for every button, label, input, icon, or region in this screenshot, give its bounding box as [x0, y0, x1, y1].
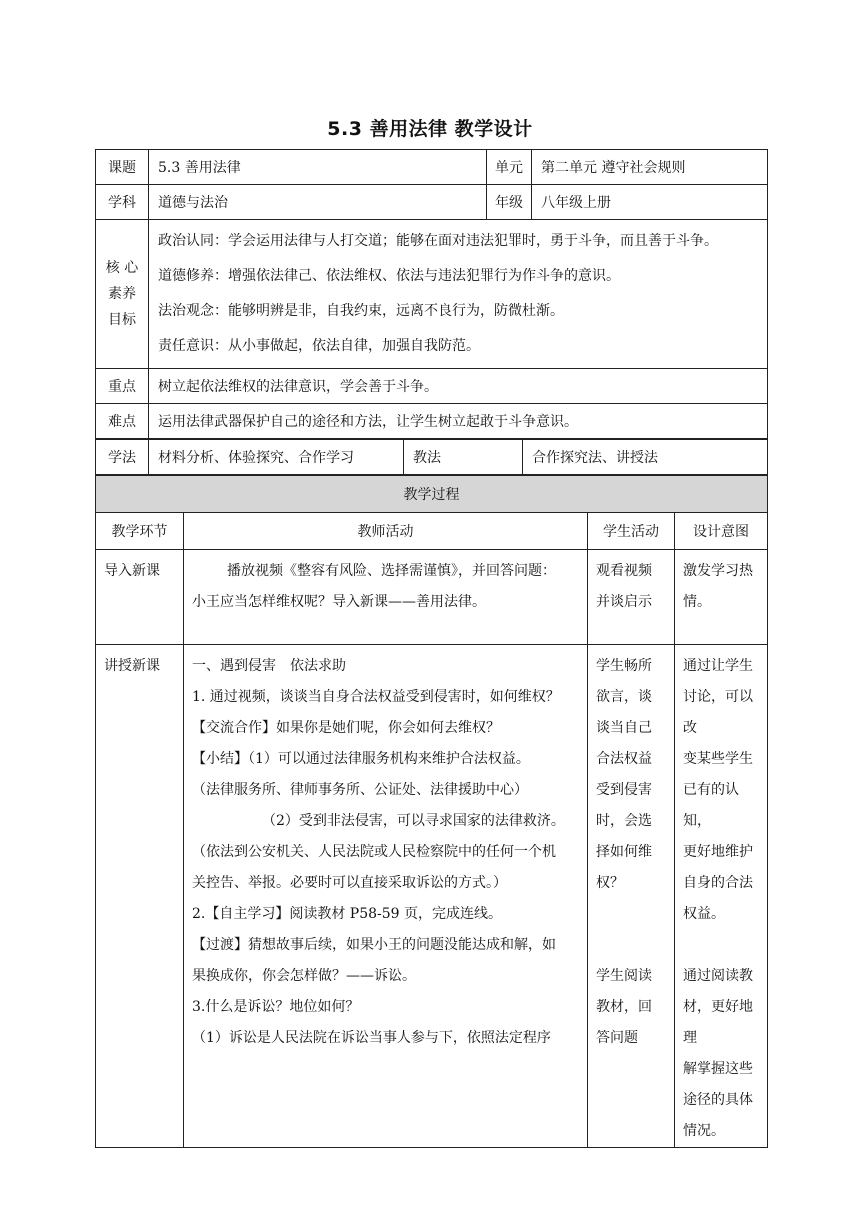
student-cell — [588, 645, 675, 1148]
teacher-cell — [184, 550, 588, 645]
student-line: 答问题 — [596, 1030, 638, 1046]
core-label-line: 素养 — [108, 286, 136, 302]
teacher-line: 关控告、举报。必要时可以直接采取诉讼的方式。） — [192, 875, 507, 891]
danyuan-value: 第二单元 遵守社会规则 — [532, 150, 768, 185]
zhongdian-label: 重点 — [96, 369, 149, 404]
intent-line: 权益。 — [683, 906, 725, 922]
intent-line: 变某些学生 — [683, 751, 753, 767]
core-goals-label — [96, 220, 149, 369]
xueke-label: 学科 — [96, 185, 149, 220]
student-line: 合法权益 — [596, 751, 652, 767]
student-line: 学生阅读 — [596, 968, 652, 984]
xueke-value: 道德与法治 — [149, 185, 487, 220]
info-table — [95, 149, 768, 439]
teacher-line: 【交流合作】如果你是她们呢，你会如何去维权？ — [192, 720, 500, 736]
teacher-line: 【小结】（1）可以通过法律服务机构来维护合法权益。 — [192, 751, 530, 767]
intent-line: 材，更好地理 — [683, 999, 753, 1046]
table-row — [96, 220, 768, 369]
core-goal: 政治认同：学会运用法律与人打交道；能够在面对违法犯罪时，勇于斗争，而且善于斗争。 — [158, 233, 718, 249]
teacher-line: 【过渡】猜想故事后续，如果小王的问题没能达成和解，如 — [192, 937, 556, 953]
intent-line: 解掌握这些 — [683, 1061, 753, 1077]
table-row — [96, 440, 768, 475]
process-bar: 教学过程 — [96, 476, 768, 513]
core-goal: 责任意识：从小事做起，依法自律，加强自我防范。 — [158, 338, 480, 354]
nianji-value: 八年级上册 — [532, 185, 768, 220]
jiaofa-label: 教法 — [404, 440, 523, 475]
core-goal: 道德修养：增强依法律己、依法维权、依法与违法犯罪行为作斗争的意识。 — [158, 268, 620, 284]
teacher-line: 果换成你，你会怎样做？——诉讼。 — [192, 968, 416, 984]
teacher-cell — [184, 645, 588, 1148]
table-row — [96, 550, 768, 645]
xuefa-label: 学法 — [96, 440, 149, 475]
core-label-line: 目标 — [108, 312, 136, 328]
core-goals-text — [149, 220, 768, 369]
danyuan-label: 单元 — [487, 150, 532, 185]
intent-line: 途径的具体 — [683, 1092, 753, 1108]
page-title: 5.3 善用法律 教学设计 — [327, 118, 533, 140]
intent-line: 更好地维护 — [683, 844, 753, 860]
header-stage: 教学环节 — [96, 513, 184, 550]
method-table — [95, 439, 768, 475]
nianji-label: 年级 — [487, 185, 532, 220]
core-label-line: 核 心 — [105, 260, 139, 276]
table-row — [96, 150, 768, 185]
student-line: 受到侵害 — [596, 782, 652, 798]
process-table — [95, 475, 768, 1148]
intent-line: 自身的合法 — [683, 875, 753, 891]
student-line: 学生畅所 — [596, 658, 652, 674]
keti-label: 课题 — [96, 150, 149, 185]
teacher-line: （法律服务所、律师事务所、公证处、法律援助中心） — [192, 782, 528, 798]
stage-cell — [96, 550, 184, 645]
core-goal: 法治观念：能够明辨是非，自我约束，远离不良行为，防微杜渐。 — [158, 303, 564, 319]
intent-line — [683, 930, 763, 961]
nandian-value: 运用法律武器保护自己的途径和方法，让学生树立起敢于斗争意识。 — [149, 404, 768, 439]
header-student: 学生活动 — [588, 513, 675, 550]
intent-line: 讨论，可以改 — [683, 689, 753, 736]
student-line: 教材，回 — [596, 999, 652, 1015]
intent-cell — [675, 645, 768, 1148]
teacher-line: 一、遇到侵害 依法求助 — [192, 658, 346, 674]
teacher-line: （2）受到非法侵害，可以寻求国家的法律救济。 — [262, 813, 565, 829]
stage-text: 导入新课 — [104, 563, 160, 579]
student-line — [596, 899, 670, 930]
table-row — [96, 369, 768, 404]
jiaofa-value: 合作探究法、讲授法 — [523, 440, 768, 475]
table-row — [96, 185, 768, 220]
zhongdian-value: 树立起依法维权的法律意识，学会善于斗争。 — [149, 369, 768, 404]
student-line: 谈当自己 — [596, 720, 652, 736]
teacher-line: （1）诉讼是人民法院在诉讼当事人参与下，依照法定程序 — [192, 1030, 551, 1046]
student-line — [596, 930, 670, 961]
intent-line: 通过阅读教 — [683, 968, 753, 984]
teacher-line: （依法到公安机关、人民法院或人民检察院中的任何一个机 — [192, 844, 556, 860]
keti-value: 5.3 善用法律 — [149, 150, 487, 185]
table-row — [96, 476, 768, 513]
stage-cell — [96, 645, 184, 1148]
teacher-line: 2.【自主学习】阅读教材 P58-59 页，完成连线。 — [192, 906, 503, 922]
intent-line: 激发学习热 — [683, 563, 753, 579]
table-row — [96, 404, 768, 439]
student-line: 并谈启示 — [596, 594, 652, 610]
intent-cell — [675, 550, 768, 645]
header-intent: 设计意图 — [675, 513, 768, 550]
intent-line: 通过让学生 — [683, 658, 753, 674]
nandian-label: 难点 — [96, 404, 149, 439]
teacher-line: 播放视频《整容有风险、选择需谨慎》，并回答问题： — [227, 563, 556, 579]
student-line: 权？ — [596, 875, 624, 891]
intent-line: 已有的认知， — [683, 782, 739, 829]
xuefa-value: 材料分析、体验探究、合作学习 — [149, 440, 404, 475]
table-header-row — [96, 513, 768, 550]
student-cell — [588, 550, 675, 645]
table-row — [96, 645, 768, 1148]
intent-line: 情况。 — [683, 1123, 725, 1139]
teacher-line: 小王应当怎样维权呢？导入新课——善用法律。 — [192, 594, 486, 610]
stage-text: 讲授新课 — [104, 658, 160, 674]
header-teacher: 教师活动 — [184, 513, 588, 550]
student-line: 欲言，谈 — [596, 689, 652, 705]
student-line: 择如何维 — [596, 844, 652, 860]
intent-line: 情。 — [683, 594, 711, 610]
student-line: 时，会选 — [596, 813, 652, 829]
student-line: 观看视频 — [596, 563, 652, 579]
teacher-line: 1. 通过视频，谈谈当自身合法权益受到侵害时，如何维权？ — [192, 689, 560, 705]
teacher-line: 3.什么是诉讼？地位如何？ — [192, 999, 360, 1015]
